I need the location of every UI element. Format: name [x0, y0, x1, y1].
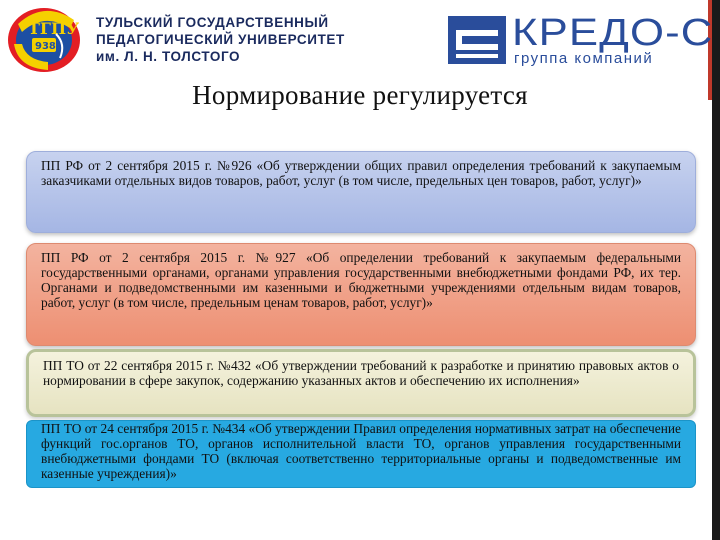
company-subtitle: группа компаний: [514, 50, 654, 67]
university-line-3: им. Л. Н. ТОЛСТОГО: [96, 49, 241, 64]
regulation-card-432: ПП ТО от 22 сентября 2015 г. №432 «Об утверждении требований к разработке и принятию правовых актов о нормировании в сфере закупок, содержанию указанных актов и обеспечению их исполнения»: [26, 349, 696, 417]
company-name: КРЕДО-С: [512, 12, 714, 54]
university-name: [96, 14, 396, 65]
university-line-1: ТУЛЬСКИЙ ГОСУДАРСТВЕННЫЙ: [96, 15, 329, 30]
regulation-card-927: ПП РФ от 2 сентября 2015 г. №927 «Об определении требований к закупаемым федеральными государственными органами, органами управления государственными внебюджетными фондами РФ, их тер. Органами и подведомственными им казенными и бюджетными учреждениями отдельным видам товаров, работ, услуг (в том числе, предельным ценам товаров, работ, услуг)»: [26, 243, 696, 346]
regulation-card-926: ПП РФ от 2 сентября 2015 г. №926 «Об утверждении общих правил определения требований к закупаемым заказчиками отдельных видов товаров, работ, услуг (в том числе, предельных цен товаров, работ, услуг)»: [26, 151, 696, 233]
kredo-s-logo: [448, 12, 714, 67]
slide-title: Нормирование регулируется: [192, 80, 528, 110]
kredo-s-logo-icon: [448, 16, 508, 66]
tspu-emblem-text: ТГПУ: [28, 19, 80, 38]
regulation-card-434: ПП ТО от 24 сентября 2015 г. №434 «Об утверждении Правил определения нормативных затрат на обеспечение функций гос.органов ТО, органов исполнительной власти ТО, органов управления государственными внебюджетными фондами ТО (включая соответственно территориальные органы и подведомственные им казенные учреждения)»: [26, 420, 696, 488]
university-line-2: ПЕДАГОГИЧЕСКИЙ УНИВЕРСИТЕТ: [96, 32, 345, 47]
tspu-emblem-number: 938: [35, 41, 56, 52]
tspu-emblem-icon: [4, 4, 86, 74]
